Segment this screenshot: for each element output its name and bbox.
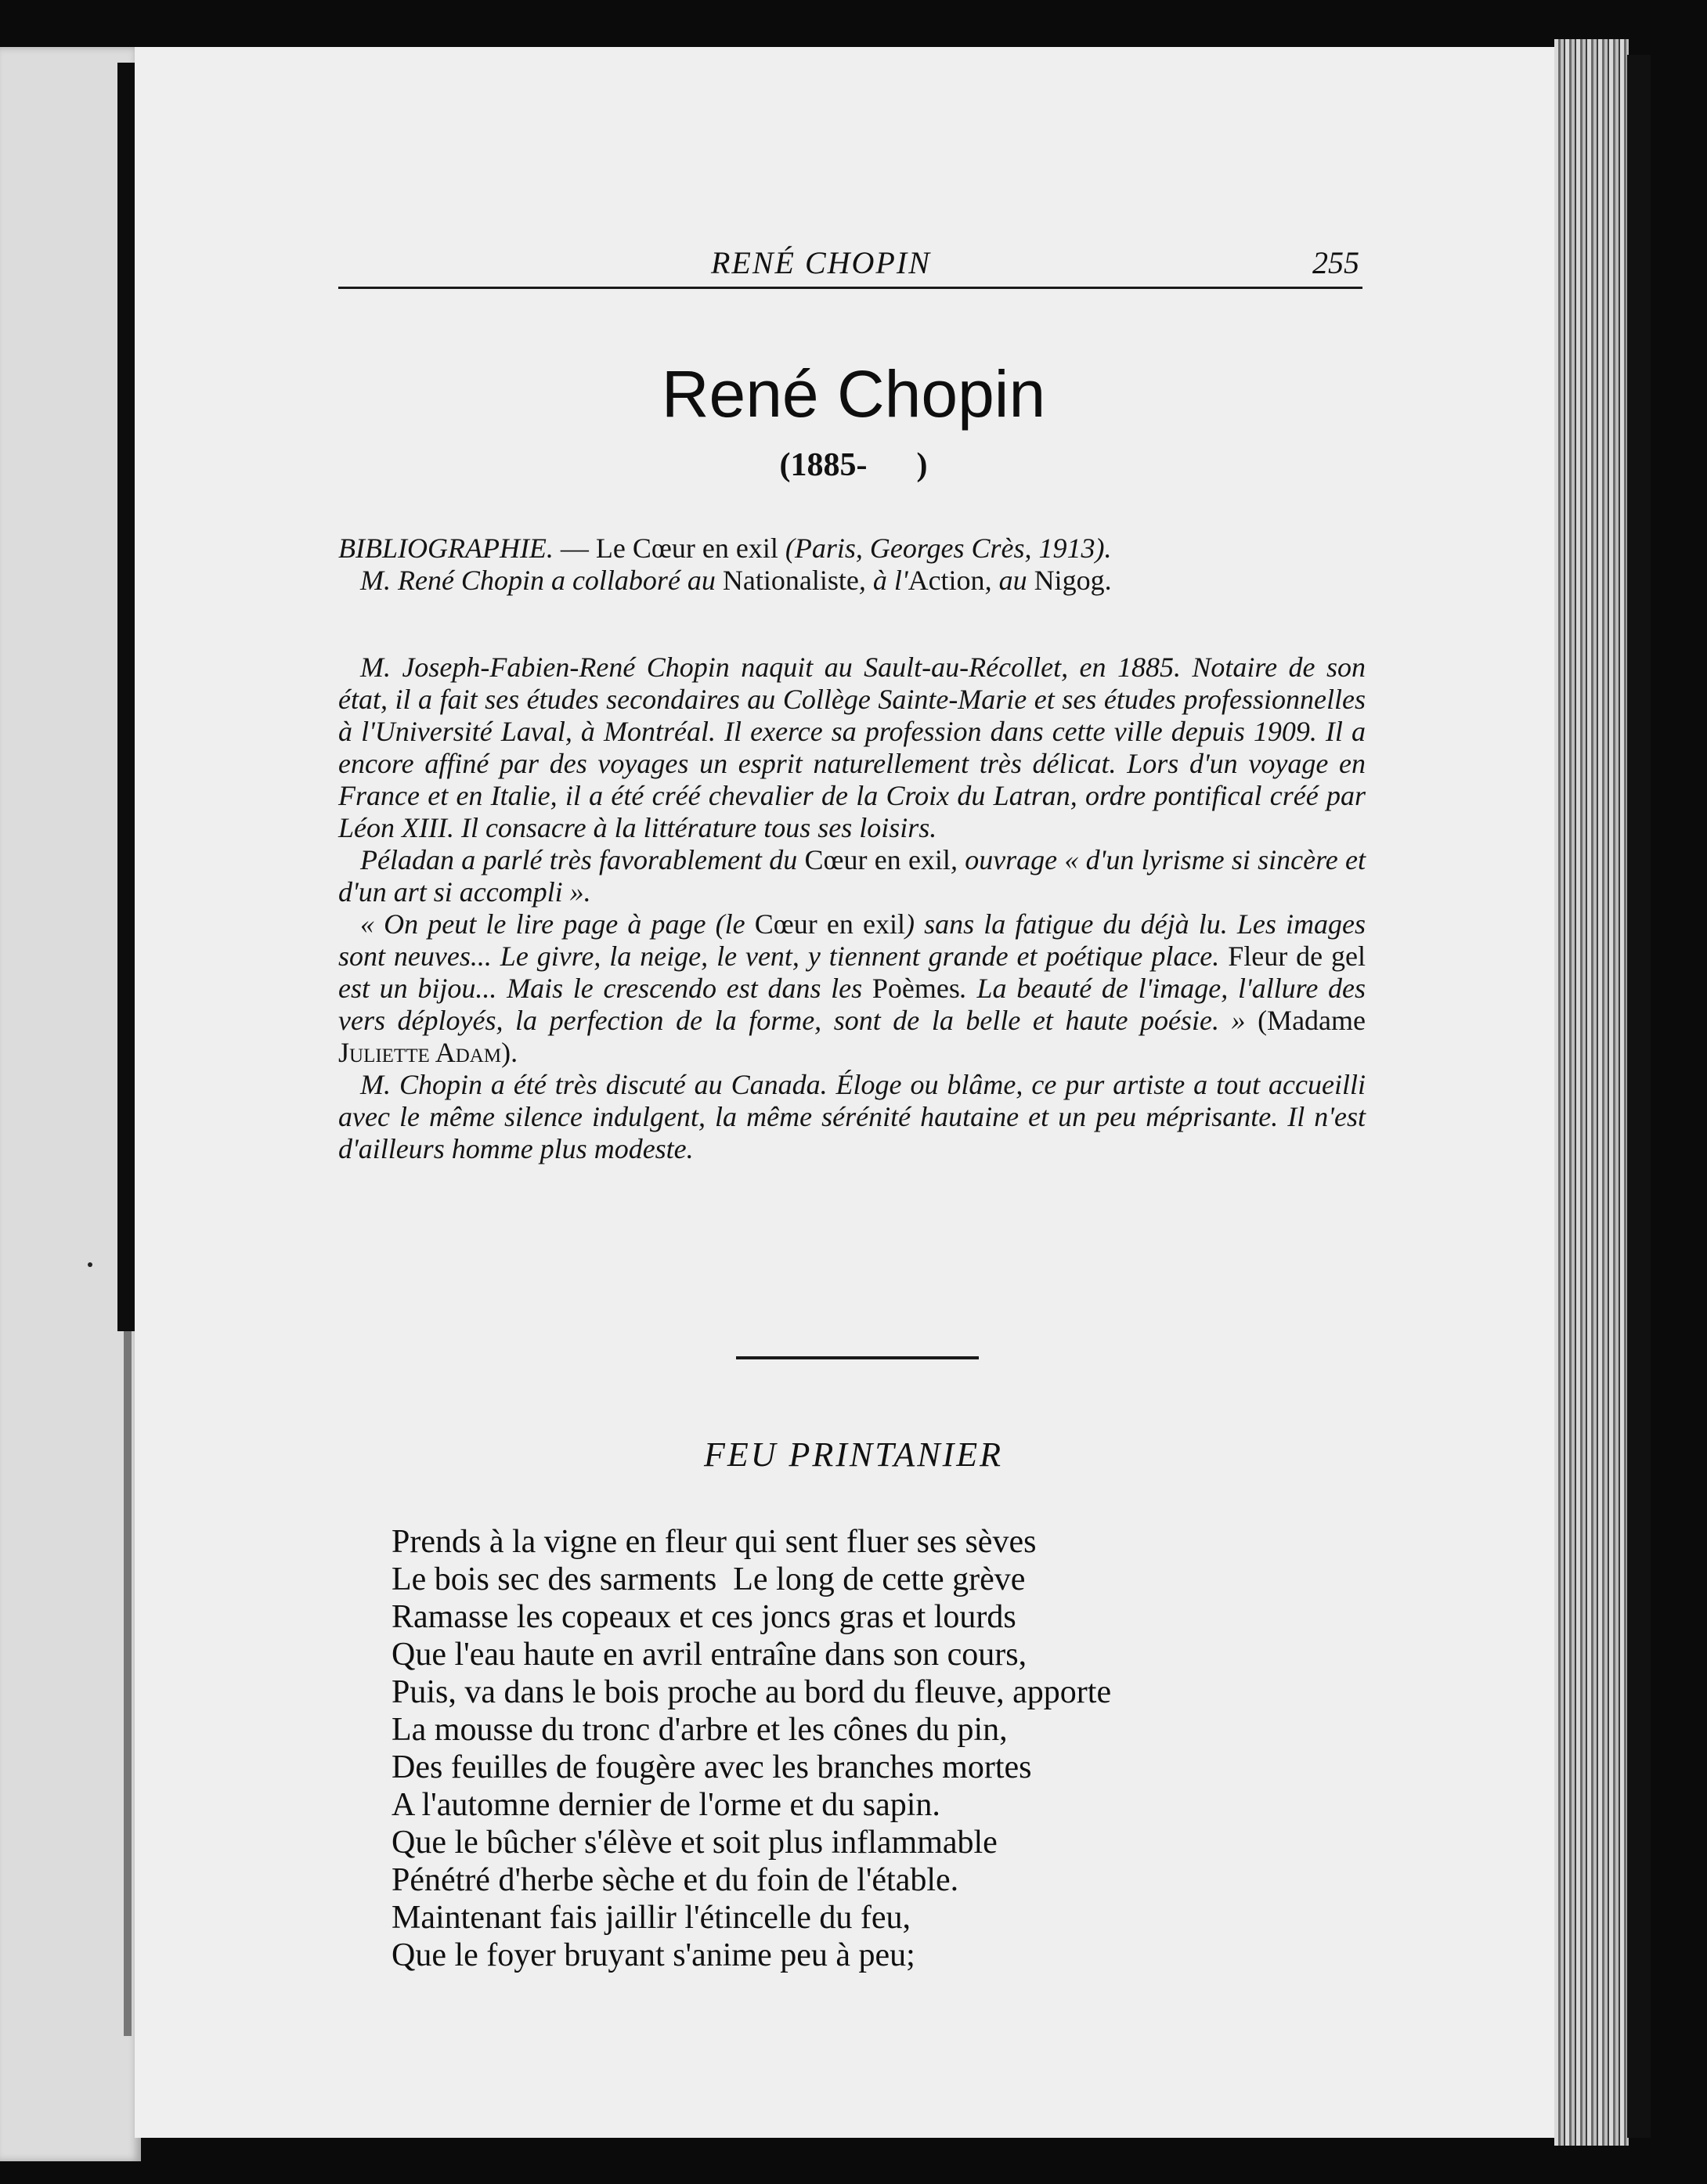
biography-paragraph-3 (338, 908, 1366, 1069)
bibliography-line2-f: Nigog (1034, 565, 1105, 596)
page-edges-stack (1554, 39, 1629, 2146)
poem-line: Pénétré d'herbe sèche et du foin de l'étable. (392, 1862, 959, 1898)
bibliography-line2-d: Action (908, 565, 985, 596)
biography-p3-b: Cœur en exil (754, 908, 905, 940)
bibliography-dash: — (553, 532, 596, 564)
section-divider (736, 1356, 979, 1359)
poem-title: FEU PRINTANIER (703, 1435, 1004, 1474)
poem-line: Ramasse les copeaux et ces joncs gras et lourds (392, 1599, 1016, 1635)
poem-line: La mousse du tronc d'arbre et les cônes du pin, (392, 1712, 1008, 1748)
bibliography-publisher: (Paris, Georges Crès, 1913). (778, 532, 1112, 564)
bibliography (338, 532, 1366, 597)
running-title: RENÉ CHOPIN (711, 245, 931, 280)
biography-p3-i: Juliette Adam (338, 1037, 502, 1068)
biography-p3-a: « On peut le lire page à page (le (360, 908, 755, 940)
biography-p3-d: Fleur de gel (1228, 940, 1366, 972)
poem-line: Maintenant fais jaillir l'étincelle du feu, (392, 1900, 911, 1936)
biography-p3-e: est un bijou... Mais le crescendo est dans les (338, 973, 872, 1004)
author-dates: (1885- ) (779, 447, 928, 483)
bibliography-line2-e: , au (984, 565, 1034, 596)
poem-body (392, 1523, 1111, 1974)
poem-line: Que le bûcher s'élève et soit plus inflammable (392, 1825, 998, 1861)
poem-line: Prends à la vigne en fleur qui sent fluer ses sèves (392, 1524, 1037, 1560)
biography-paragraph-2 (338, 844, 1366, 908)
poem-line: Puis, va dans le bois proche au bord du fleuve, apporte (392, 1674, 1112, 1710)
biography-p2-c: , ouvrage « d'un lyrisme si sincère et d'un art si accompli ». (338, 844, 1366, 908)
biography (338, 652, 1366, 1165)
bibliography-work: Le Cœur en exil (595, 532, 778, 564)
poem-line: Que le foyer bruyant s'anime peu à peu; (392, 1937, 915, 1973)
book-spine (117, 63, 135, 1331)
biography-paragraph-1: M. Joseph-Fabien-René Chopin naquit au Sault-au-Récollet, en 1885. Notaire de son état, il a fait ses études secondaires au Collège Sainte-Marie et ses études professionnelles à l'Université Laval, à Montréal. Il exerce sa profession dans cette ville depuis 1909. Il a encore affiné par des voyages un esprit naturellement très délicat. Lors d'un voyage en France et en Italie, il a été créé chevalier de la Croix du Latran, ordre pontifical créé par Léon XIII. Il consacre à la littérature tous ses loisirs. (338, 652, 1366, 843)
page-title: René Chopin (661, 357, 1046, 431)
biography-paragraph-4: M. Chopin a été très discuté au Canada. Éloge ou blâme, ce pur artiste a tout accueilli avec le même silence indulgent, la même sérénité hautaine et un peu méprisante. Il n'est d'ailleurs homme plus modeste. (338, 1069, 1366, 1164)
biography-p3-f: Poèmes (872, 973, 960, 1004)
poem-line: Le bois sec des sarments Le long de cette grève (392, 1561, 1026, 1597)
biography-p2-b: Cœur en exil (804, 844, 951, 875)
bibliography-line2-b: Nationaliste (722, 565, 859, 596)
bibliography-line2-a: M. René Chopin a collaboré au (360, 565, 723, 596)
biography-p3-g: . La beauté de l'image, l'allure des vers déployés, la perfection de la forme, sont de la belle et haute poésie. » (338, 973, 1366, 1036)
poem-line: Que l'eau haute en avril entraîne dans son cours, (392, 1637, 1027, 1673)
poem-line: A l'automne dernier de l'orme et du sapin. (392, 1787, 940, 1823)
biography-p2-a: Péladan a parlé très favorablement du (360, 844, 805, 875)
poem-line: Des feuilles de fougère avec les branches mortes (392, 1749, 1032, 1785)
biography-p3-j: ). (501, 1037, 518, 1068)
scan-speck (88, 1262, 92, 1267)
bibliography-label: BIBLIOGRAPHIE. (338, 532, 554, 564)
biography-p3-c: ) sans la fatigue du déjà lu. Les images sont neuves... Le givre, la neige, le vent, y tiennent grande et poétique place. (338, 908, 1366, 972)
bibliography-line2-g: . (1104, 565, 1112, 596)
page-number: 255 (1312, 245, 1359, 280)
biography-p3-h: (Madame (1245, 1005, 1366, 1036)
bibliography-line2-c: , à l' (858, 565, 908, 596)
running-header (338, 240, 1362, 289)
